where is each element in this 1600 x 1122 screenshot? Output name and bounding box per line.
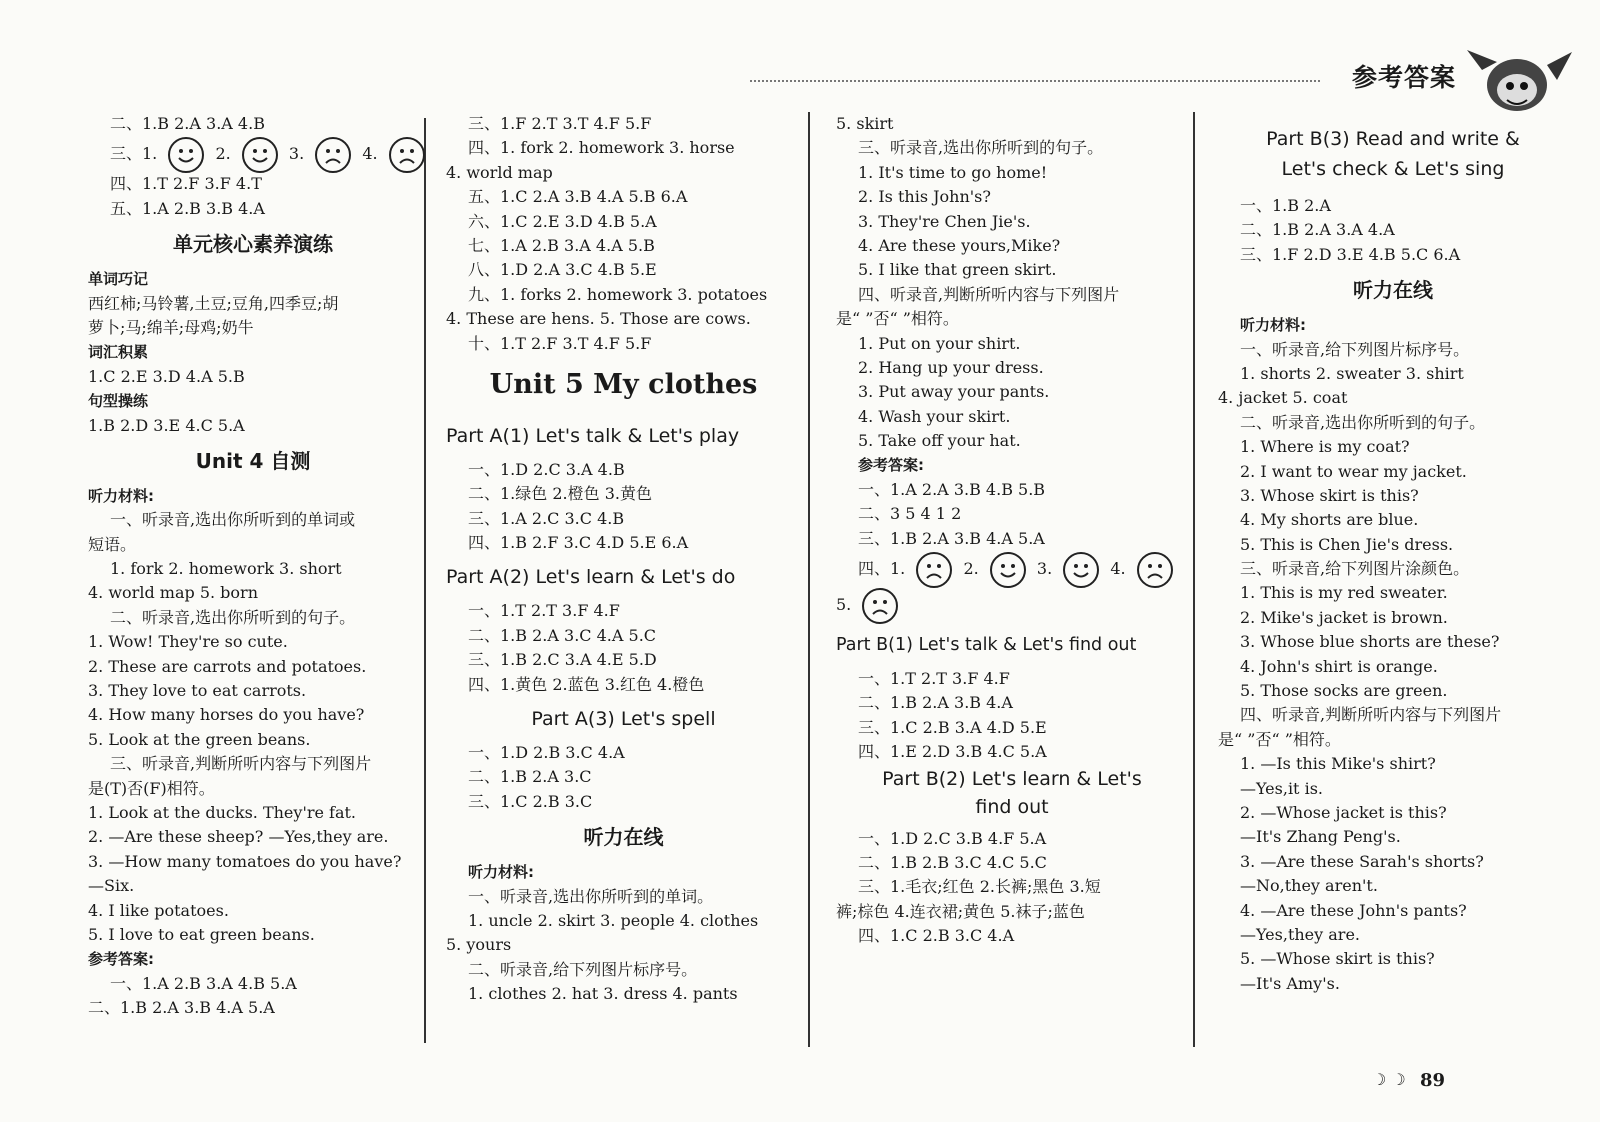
answer-line: 四、1.T 2.F 3.F 4.T (110, 174, 262, 194)
subheading: 参考答案: (858, 456, 924, 475)
answer-line: 三、1.F 2.D 3.E 4.B 5.C 6.A (1240, 244, 1461, 264)
answer-line: 二、1.B 2.A 3.B 4.A (858, 693, 1013, 713)
text-line: 三、听录音,给下列图片涂颜色。 (1240, 559, 1470, 579)
text-line: 3. They love to eat carrots. (88, 681, 307, 701)
text-line: 萝卜;马;绵羊;母鸡;奶牛 (88, 317, 254, 337)
frowning-face-icon (389, 137, 425, 173)
text-line: 5. This is Chen Jie's dress. (1240, 534, 1454, 554)
answer-line: 一、1.T 2.T 3.F 4.F (468, 601, 620, 621)
subheading: 词汇积累 (88, 343, 149, 362)
answer-line: 三、1.C 2.B 3.A 4.D 5.E (858, 717, 1047, 737)
text-line: 3. They're Chen Jie's. (858, 211, 1031, 231)
column-4 (1218, 124, 1568, 996)
column-2 (446, 112, 801, 1007)
answer-line: 一、1.A 2.B 3.A 4.B 5.A (110, 973, 297, 993)
answer-line: 二、1.B 2.A 3.C 4.A 5.C (468, 625, 657, 645)
answer-line: 一、1.A 2.A 3.B 4.B 5.B (858, 479, 1046, 499)
header-dotted-rule (750, 80, 1320, 82)
answer-line: 三、1.B 2.A 3.B 4.A 5.A (858, 528, 1045, 548)
text-line: 2. Mike's jacket is brown. (1240, 607, 1448, 627)
answer-line: 四、1.黄色 2.蓝色 3.红色 4.橙色 (468, 674, 705, 694)
answer-line: 一、1.T 2.T 3.F 4.F (858, 669, 1010, 689)
text-line: 5. I love to eat green beans. (88, 924, 315, 944)
text-line: 2. —Are these sheep? —Yes,they are. (88, 827, 389, 847)
answer-line: 一、1.D 2.C 3.B 4.F 5.A (858, 828, 1047, 848)
text-line: 二、听录音,选出你所听到的句子。 (110, 607, 356, 627)
text-line: 2. These are carrots and potatoes. (88, 656, 367, 676)
text-line: 一、听录音,给下列图片标序号。 (1240, 339, 1470, 359)
answer-line: 三、1.C 2.B 3.C (468, 791, 593, 811)
smiling-face-icon (168, 137, 204, 173)
text-line: 1. It's time to go home! (858, 162, 1048, 182)
answer-line: 二、3 5 4 1 2 (858, 504, 962, 524)
answer-line: 四、1.E 2.D 3.B 4.C 5.A (858, 742, 1047, 762)
text-line: 西红柿;马铃薯,土豆;豆角,四季豆;胡 (88, 293, 339, 313)
text-line: 4. How many horses do you have? (88, 705, 365, 725)
text-line: 5. Take off your hat. (858, 431, 1021, 451)
text-line: 1. This is my red sweater. (1240, 583, 1448, 603)
answer-line: 六、1.C 2.E 3.D 4.B 5.A (468, 211, 657, 231)
frowning-face-icon (862, 588, 898, 624)
text-line: 2. Is this John's? (858, 187, 991, 207)
text-line: 1. uncle 2. skirt 3. people 4. clothes (468, 910, 759, 930)
answer-line: 五、1.A 2.B 3.B 4.A (110, 198, 265, 218)
part-title: Part B(2) Let's learn & Let's (882, 767, 1142, 790)
smiling-face-icon (1063, 552, 1099, 588)
smiling-face-icon (242, 137, 278, 173)
text-line: 一、听录音,选出你所听到的单词。 (468, 886, 714, 906)
text-line: 1. Put on your shirt. (858, 333, 1021, 353)
text-line: 5. Look at the green beans. (88, 729, 311, 749)
text-line: 是(T)否(F)相符。 (88, 778, 215, 798)
answer-line: 三、1.B 2.C 3.A 4.E 5.D (468, 650, 657, 670)
page-number: 89 (1420, 1070, 1446, 1091)
subheading: 听力材料: (468, 863, 534, 882)
text-line: 5. yours (446, 935, 512, 955)
text-line: 4. Wash your skirt. (858, 406, 1011, 426)
subheading: 句型操练 (88, 392, 149, 411)
column-divider-1 (424, 118, 426, 1043)
text-line: 4. John's shirt is orange. (1240, 656, 1438, 676)
text-line: 1. shorts 2. sweater 3. shirt (1240, 363, 1464, 383)
text-line: 三、听录音,选出你所听到的句子。 (858, 138, 1104, 158)
part-title: Part A(3) Let's spell (531, 708, 716, 731)
answer-line: 四、1.C 2.B 3.C 4.A (858, 926, 1015, 946)
text-line: —No,they aren't. (1240, 876, 1378, 896)
text-line: 2. I want to wear my jacket. (1240, 461, 1467, 481)
section-heading: Unit 4 自测 (195, 448, 311, 473)
text-line: —It's Zhang Peng's. (1240, 827, 1401, 847)
answer-line: 二、1.B 2.A 3.C (468, 767, 592, 787)
text-line: 3. Put away your pants. (858, 382, 1050, 402)
answer-line: 七、1.A 2.B 3.A 4.A 5.B (468, 235, 655, 255)
text-line: 4. My shorts are blue. (1240, 510, 1419, 530)
text-line: 5. skirt (836, 114, 894, 133)
answer-line: 二、1.绿色 2.橙色 3.黄色 (468, 484, 652, 504)
face-answer-row: 四、1. 2. 3. 4. (836, 551, 1188, 587)
answer-line: 三、1.A 2.C 3.C 4.B (468, 508, 625, 528)
answer-line: 一、1.D 2.C 3.A 4.B (468, 459, 625, 479)
text-line: 3. —How many tomatoes do you have? (88, 851, 402, 871)
unit-title: Unit 5 My clothes (489, 368, 758, 400)
text-line: 1. clothes 2. hat 3. dress 4. pants (468, 984, 738, 1004)
text-line: —It's Amy's. (1240, 973, 1340, 993)
answer-line: 二、1.B 2.B 3.C 4.C 5.C (858, 852, 1047, 872)
answer-line: 二、1.B 2.A 3.A 4.A (1240, 220, 1395, 240)
subheading: 单词巧记 (88, 270, 149, 289)
subheading: 听力材料: (88, 486, 154, 505)
text-line: 4. I like potatoes. (88, 900, 229, 920)
part-title: Part B(1) Let's talk & Let's find out (836, 635, 1137, 656)
part-title: Part A(1) Let's talk & Let's play (446, 424, 740, 447)
answer-line: 裤;棕色 4.连衣裙;黄色 5.袜子;蓝色 (836, 901, 1085, 921)
text-line: 5. I like that green skirt. (858, 260, 1057, 280)
text-line: 2. Hang up your dress. (858, 357, 1044, 377)
column-divider-2 (808, 112, 810, 1047)
subheading: 听力材料: (1240, 316, 1306, 335)
part-title: Let's check & Let's sing (1281, 158, 1505, 180)
column-3 (836, 112, 1188, 949)
section-heading: 单元核心素养演练 (173, 232, 333, 257)
answer-line: 三、1.F 2.T 3.T 4.F 5.F (468, 114, 652, 133)
text-line: 二、听录音,给下列图片标序号。 (468, 959, 698, 979)
text-line: 是“ ”否“ ”相符。 (1218, 729, 1341, 749)
page-header-title: 参考答案 (1352, 63, 1457, 92)
face-answer-row: 三、1. 2. 3. 4. (88, 136, 418, 172)
text-line: 4. world map 5. born (88, 583, 258, 603)
answer-line: 九、1. forks 2. homework 3. potatoes (468, 284, 768, 304)
text-line: 一、听录音,选出你所听到的单词或 (110, 510, 356, 530)
smiling-face-icon (990, 552, 1026, 588)
text-line: 三、听录音,判断所听内容与下列图片 (110, 754, 372, 774)
answer-line: 四、1. fork 2. homework 3. horse (468, 138, 735, 158)
column-1 (88, 112, 418, 1021)
text-line: 4. —Are these John's pants? (1240, 900, 1467, 920)
text-line: 1. Where is my coat? (1240, 437, 1410, 457)
answer-line: 四、1.B 2.F 3.C 4.D 5.E 6.A (468, 533, 689, 553)
answer-line: 三、1.毛衣;红色 2.长裤;黑色 3.短 (858, 877, 1101, 897)
answer-line: 二、1.B 2.A 3.B 4.A 5.A (88, 998, 275, 1018)
answer-line: 1.C 2.E 3.D 4.A 5.B (88, 366, 245, 386)
section-heading: 听力在线 (1353, 278, 1433, 303)
answer-line: 4. world map (446, 162, 553, 182)
part-title: find out (975, 795, 1049, 818)
part-title: Part B(3) Read and write & (1266, 128, 1520, 150)
text-line: —Yes,they are. (1240, 924, 1361, 944)
section-heading: 听力在线 (583, 825, 664, 850)
answer-line: 五、1.C 2.A 3.B 4.A 5.B 6.A (468, 187, 688, 207)
text-line: 5. Those socks are green. (1240, 681, 1448, 701)
text-line: 3. —Are these Sarah's shorts? (1240, 851, 1484, 871)
text-line: 二、听录音,选出你所听到的句子。 (1240, 412, 1486, 432)
text-line: 四、听录音,判断所听内容与下列图片 (858, 284, 1120, 304)
text-line: —Six. (88, 876, 135, 896)
text-line: 3. Whose skirt is this? (1240, 485, 1419, 505)
moon-decoration-icon: ☽ ☽ (1372, 1070, 1406, 1089)
text-line: 1. fork 2. homework 3. short (110, 559, 342, 579)
answer-line: 二、1.B 2.A 3.A 4.B (110, 114, 265, 133)
answer-line: 4. These are hens. 5. Those are cows. (446, 309, 751, 329)
column-divider-3 (1193, 112, 1195, 1047)
answer-line: 一、1.D 2.B 3.C 4.A (468, 743, 625, 763)
text-line: 2. —Whose jacket is this? (1240, 802, 1447, 822)
answer-line: 十、1.T 2.F 3.T 4.F 5.F (468, 333, 652, 353)
text-line: 1. —Is this Mike's shirt? (1240, 754, 1436, 774)
text-line: 四、听录音,判断所听内容与下列图片 (1240, 705, 1502, 725)
text-line: 短语。 (88, 534, 137, 554)
text-line: 5. —Whose skirt is this? (1240, 949, 1435, 969)
answer-line: 一、1.B 2.A (1240, 196, 1331, 215)
text-line: 1. Look at the ducks. They're fat. (88, 802, 357, 822)
text-line: 3. Whose blue shorts are these? (1240, 632, 1500, 652)
mascot-icon (1462, 40, 1577, 120)
frowning-face-icon (1137, 552, 1173, 588)
subheading: 参考答案: (88, 950, 154, 969)
part-title: Part A(2) Let's learn & Let's do (446, 566, 736, 589)
face-answer-row: 5. (836, 587, 1188, 623)
text-line: —Yes,it is. (1240, 778, 1323, 798)
text-line: 4. Are these yours,Mike? (858, 235, 1061, 255)
frowning-face-icon (315, 137, 351, 173)
frowning-face-icon (916, 552, 952, 588)
text-line: 是“ ”否“ ”相符。 (836, 309, 959, 329)
text-line: 4. jacket 5. coat (1218, 388, 1348, 408)
answer-line: 1.B 2.D 3.E 4.C 5.A (88, 415, 245, 435)
text-line: 1. Wow! They're so cute. (88, 632, 288, 652)
answer-line: 八、1.D 2.A 3.C 4.B 5.E (468, 260, 657, 280)
